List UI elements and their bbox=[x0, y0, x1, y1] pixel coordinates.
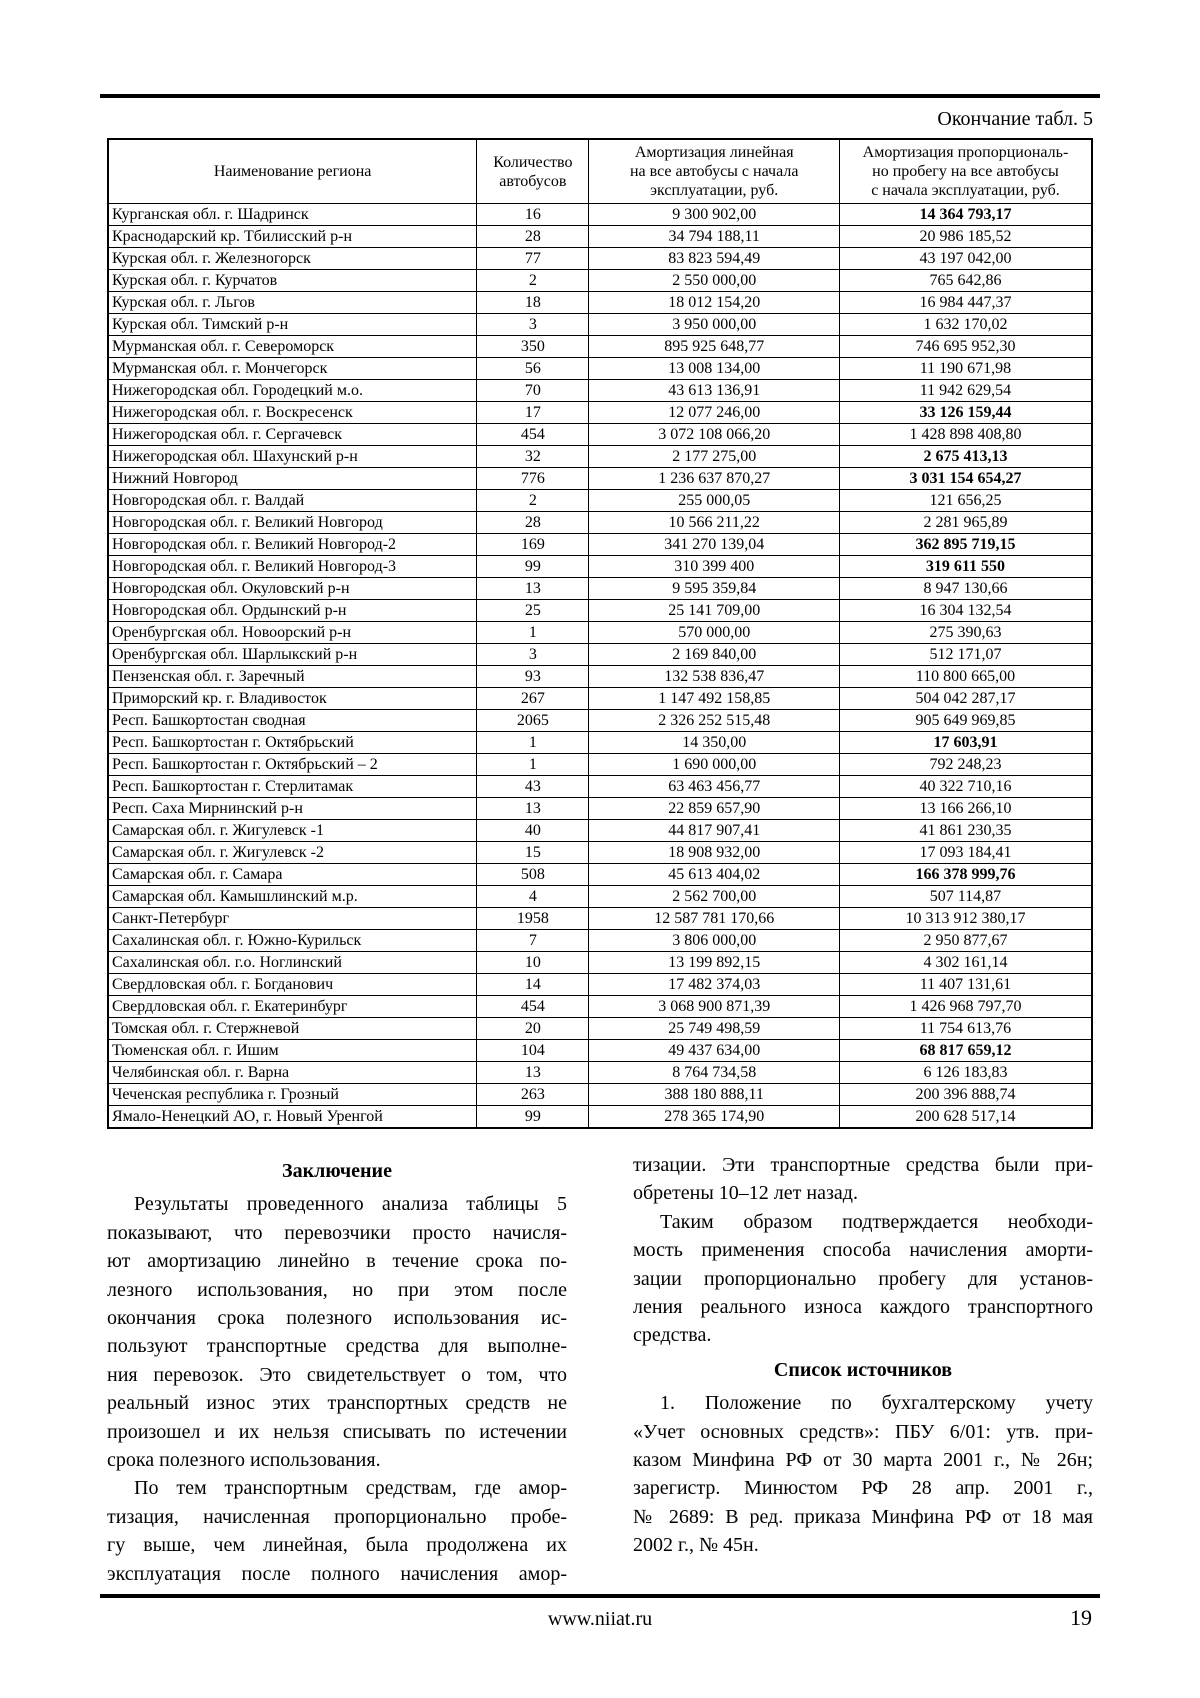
table-cell: 1 147 492 158,85 bbox=[589, 688, 840, 710]
table-row bbox=[108, 534, 1092, 556]
top-rule bbox=[100, 94, 1100, 98]
table-cell: Самарская обл. г. Жигулевск -2 bbox=[108, 842, 477, 864]
table-cell: 746 695 952,30 bbox=[839, 336, 1092, 358]
table-header-cell: Амортизация линейная на все автобусы с начала эксплуатации, руб. bbox=[589, 139, 840, 204]
table-cell: 93 bbox=[477, 666, 589, 688]
table-cell: Новгородская обл. Ордынский р-н bbox=[108, 600, 477, 622]
table-cell: 16 bbox=[477, 204, 589, 226]
text-line: тизации. Эти транспортные средства были при- bbox=[633, 1154, 1093, 1176]
text-line: пользуют транспортные средства для выполне- bbox=[107, 1335, 567, 1358]
table-cell: 14 350,00 bbox=[589, 732, 840, 754]
table-row bbox=[108, 886, 1092, 908]
table-cell: 28 bbox=[477, 512, 589, 534]
conclusion-text-left bbox=[107, 1190, 567, 1588]
table-cell: Томская обл. г. Стержневой bbox=[108, 1018, 477, 1040]
table-cell: Самарская обл. г. Жигулевск -1 bbox=[108, 820, 477, 842]
table-row bbox=[108, 622, 1092, 644]
table-cell: 1 236 637 870,27 bbox=[589, 468, 840, 490]
table-cell: 4 302 161,14 bbox=[839, 952, 1092, 974]
table-cell: Курская обл. Тимский р-н bbox=[108, 314, 477, 336]
table-row bbox=[108, 314, 1092, 336]
table-cell: Самарская обл. г. Самара bbox=[108, 864, 477, 886]
table-cell: 22 859 657,90 bbox=[589, 798, 840, 820]
table-cell: Нижегородская обл. Городецкий м.о. bbox=[108, 380, 477, 402]
table-cell: 3 806 000,00 bbox=[589, 930, 840, 952]
table-cell: 895 925 648,77 bbox=[589, 336, 840, 358]
table-cell: 4 bbox=[477, 886, 589, 908]
table-cell: 110 800 665,00 bbox=[839, 666, 1092, 688]
table-row bbox=[108, 644, 1092, 666]
table-cell: Курская обл. г. Льгов bbox=[108, 292, 477, 314]
table-cell: 1 428 898 408,80 bbox=[839, 424, 1092, 446]
table-cell: 49 437 634,00 bbox=[589, 1040, 840, 1062]
table-cell: 9 595 359,84 bbox=[589, 578, 840, 600]
table-cell: 319 611 550 bbox=[839, 556, 1092, 578]
table-cell: 278 365 174,90 bbox=[589, 1106, 840, 1129]
table-cell: 10 bbox=[477, 952, 589, 974]
table-cell: 12 077 246,00 bbox=[589, 402, 840, 424]
table-cell: 18 012 154,20 bbox=[589, 292, 840, 314]
table-cell: Новгородская обл. Окуловский р-н bbox=[108, 578, 477, 600]
text-line: эксплуатация после полного начисления амор- bbox=[107, 1562, 567, 1585]
table-row bbox=[108, 204, 1092, 226]
table-cell: 13 bbox=[477, 1062, 589, 1084]
table-cell: 11 407 131,61 bbox=[839, 974, 1092, 996]
table-cell: Респ. Башкортостан г. Стерлитамак bbox=[108, 776, 477, 798]
table-cell: 570 000,00 bbox=[589, 622, 840, 644]
table-cell: 1958 bbox=[477, 908, 589, 930]
table-cell: Курганская обл. г. Шадринск bbox=[108, 204, 477, 226]
table-cell: Нижегородская обл. Шахунский р-н bbox=[108, 446, 477, 468]
text-line: ния перевозок. Это свидетельствует о том, что bbox=[107, 1363, 567, 1386]
table-cell: 508 bbox=[477, 864, 589, 886]
table-cell: 2 675 413,13 bbox=[839, 446, 1092, 468]
table-cell: Мурманская обл. г. Мончегорск bbox=[108, 358, 477, 380]
table-cell: Новгородская обл. г. Великий Новгород-3 bbox=[108, 556, 477, 578]
table-row bbox=[108, 512, 1092, 534]
table-cell: 99 bbox=[477, 1106, 589, 1129]
table-cell: Свердловская обл. г. Екатеринбург bbox=[108, 996, 477, 1018]
table-cell: 388 180 888,11 bbox=[589, 1084, 840, 1106]
table-cell: 25 141 709,00 bbox=[589, 600, 840, 622]
table-row bbox=[108, 1018, 1092, 1040]
conclusion-heading: Заключение bbox=[282, 1160, 392, 1182]
left-column bbox=[107, 1151, 567, 1588]
text-line: Таким образом подтверждается необходи- bbox=[660, 1210, 1093, 1233]
table-row bbox=[108, 490, 1092, 512]
table-cell: 1 426 968 797,70 bbox=[839, 996, 1092, 1018]
table-header-row bbox=[108, 139, 1092, 204]
text-line: «Учет основных средств»: ПБУ 6/01: утв. при- bbox=[633, 1420, 1093, 1443]
footer-url: www.niiat.ru bbox=[547, 1608, 653, 1630]
table-cell: 2 177 275,00 bbox=[589, 446, 840, 468]
table-row bbox=[108, 600, 1092, 622]
table-cell: 10 313 912 380,17 bbox=[839, 908, 1092, 930]
text-line: По тем транспортным средствам, где амор- bbox=[134, 1477, 567, 1500]
text-line: гу выше, чем линейная, была продолжена их bbox=[107, 1534, 567, 1557]
table-row bbox=[108, 820, 1092, 842]
table-row bbox=[108, 270, 1092, 292]
table-cell: 2 bbox=[477, 490, 589, 512]
text-line: тизация, начисленная пропорционально пробе- bbox=[107, 1505, 567, 1528]
table-cell: 11 942 629,54 bbox=[839, 380, 1092, 402]
sources-heading: Список источников bbox=[773, 1358, 953, 1381]
table-cell: Респ. Башкортостан г. Октябрьский – 2 bbox=[108, 754, 477, 776]
table-cell: 8 947 130,66 bbox=[839, 578, 1092, 600]
table-cell: Оренбургская обл. Новоорский р-н bbox=[108, 622, 477, 644]
text-columns bbox=[107, 1151, 1093, 1588]
table-cell: 263 bbox=[477, 1084, 589, 1106]
table-cell: Сахалинская обл. г. Южно-Курильск bbox=[108, 930, 477, 952]
table-row bbox=[108, 1084, 1092, 1106]
table-cell: 1 bbox=[477, 622, 589, 644]
table-cell: 1 632 170,02 bbox=[839, 314, 1092, 336]
table-cell: 11 754 613,76 bbox=[839, 1018, 1092, 1040]
table-cell: 70 bbox=[477, 380, 589, 402]
table-cell: 25 bbox=[477, 600, 589, 622]
table-row bbox=[108, 710, 1092, 732]
table-cell: 1 bbox=[477, 732, 589, 754]
table-cell: Нижний Новгород bbox=[108, 468, 477, 490]
text-line: средства. bbox=[633, 1324, 712, 1347]
table-cell: 99 bbox=[477, 556, 589, 578]
table-cell: Санкт-Петербург bbox=[108, 908, 477, 930]
footer-row bbox=[100, 1606, 1100, 1634]
table-cell: 40 322 710,16 bbox=[839, 776, 1092, 798]
text-line: ления реального износа каждого транспортного bbox=[633, 1296, 1093, 1319]
table-cell: 63 463 456,77 bbox=[589, 776, 840, 798]
sources-text bbox=[633, 1389, 1093, 1559]
text-line: ют амортизацию линейно в течение срока по- bbox=[107, 1250, 567, 1273]
table-cell: 18 908 932,00 bbox=[589, 842, 840, 864]
table-cell: 169 bbox=[477, 534, 589, 556]
table-row bbox=[108, 798, 1092, 820]
text-line: 1. Положение по бухгалтерскому учету bbox=[660, 1392, 1093, 1415]
table-cell: 104 bbox=[477, 1040, 589, 1062]
table-cell: Курская обл. г. Железногорск bbox=[108, 248, 477, 270]
table-caption: Окончание табл. 5 bbox=[937, 108, 1093, 130]
table-cell: 3 bbox=[477, 314, 589, 336]
table-cell: 2065 bbox=[477, 710, 589, 732]
table-cell: 16 304 132,54 bbox=[839, 600, 1092, 622]
table-row bbox=[108, 754, 1092, 776]
text-line: № 2689: В ред. приказа Минфина РФ от 18 мая bbox=[633, 1505, 1093, 1528]
table-cell: 56 bbox=[477, 358, 589, 380]
table-row bbox=[108, 424, 1092, 446]
page-number: 19 bbox=[1070, 1605, 1092, 1630]
table-cell: 267 bbox=[477, 688, 589, 710]
table-cell: 6 126 183,83 bbox=[839, 1062, 1092, 1084]
page-content bbox=[100, 0, 1100, 1588]
table-cell: 362 895 719,15 bbox=[839, 534, 1092, 556]
table-cell: 255 000,05 bbox=[589, 490, 840, 512]
table-cell: 3 031 154 654,27 bbox=[839, 468, 1092, 490]
paragraph bbox=[107, 1190, 567, 1474]
table-body bbox=[108, 204, 1092, 1129]
conclusion-text-right bbox=[633, 1151, 1093, 1350]
table-row bbox=[108, 952, 1092, 974]
table-cell: 16 984 447,37 bbox=[839, 292, 1092, 314]
table-cell: 43 bbox=[477, 776, 589, 798]
table-cell: 765 642,86 bbox=[839, 270, 1092, 292]
table-row bbox=[108, 908, 1092, 930]
table-cell: Сахалинская обл. г.о. Ноглинский bbox=[108, 952, 477, 974]
table-cell: Самарская обл. Камышлинский м.р. bbox=[108, 886, 477, 908]
table-row bbox=[108, 468, 1092, 490]
table-row bbox=[108, 776, 1092, 798]
table-cell: 17 093 184,41 bbox=[839, 842, 1092, 864]
table-cell: Пензенская обл. г. Заречный bbox=[108, 666, 477, 688]
table-cell: 2 550 000,00 bbox=[589, 270, 840, 292]
page-footer bbox=[100, 1594, 1100, 1634]
table-cell: 2 281 965,89 bbox=[839, 512, 1092, 534]
table-cell: Тюменская обл. г. Ишим bbox=[108, 1040, 477, 1062]
text-line: обретены 10–12 лет назад. bbox=[633, 1182, 858, 1205]
text-line: Результаты проведенного анализа таблицы 5 bbox=[134, 1193, 567, 1216]
text-line: лезного использования, но при этом после bbox=[107, 1278, 567, 1301]
table-row bbox=[108, 666, 1092, 688]
table-row bbox=[108, 864, 1092, 886]
table-cell: 200 396 888,74 bbox=[839, 1084, 1092, 1106]
table-cell: 18 bbox=[477, 292, 589, 314]
text-line: срока полезного использования. bbox=[107, 1449, 381, 1472]
table-cell: 2 169 840,00 bbox=[589, 644, 840, 666]
table-cell: 25 749 498,59 bbox=[589, 1018, 840, 1040]
table-cell: 507 114,87 bbox=[839, 886, 1092, 908]
text-line: реальный износ этих транспортных средств не bbox=[107, 1392, 567, 1415]
table-cell: 2 326 252 515,48 bbox=[589, 710, 840, 732]
table-cell: 1 690 000,00 bbox=[589, 754, 840, 776]
table-cell: 2 bbox=[477, 270, 589, 292]
table-cell: 20 986 185,52 bbox=[839, 226, 1092, 248]
table-cell: 350 bbox=[477, 336, 589, 358]
table-cell: 3 bbox=[477, 644, 589, 666]
text-line: показывают, что перевозчики просто начисля- bbox=[107, 1221, 567, 1244]
table-row bbox=[108, 842, 1092, 864]
table-cell: 32 bbox=[477, 446, 589, 468]
table-cell: Челябинская обл. г. Варна bbox=[108, 1062, 477, 1084]
table-cell: 10 566 211,22 bbox=[589, 512, 840, 534]
table-cell: 200 628 517,14 bbox=[839, 1106, 1092, 1129]
table-cell: 20 bbox=[477, 1018, 589, 1040]
table-cell: Новгородская обл. г. Валдай bbox=[108, 490, 477, 512]
table-cell: Свердловская обл. г. Богданович bbox=[108, 974, 477, 996]
table-cell: 17 603,91 bbox=[839, 732, 1092, 754]
table-cell: Краснодарский кр. Тбилисский р-н bbox=[108, 226, 477, 248]
table-cell: 17 bbox=[477, 402, 589, 424]
table-row bbox=[108, 996, 1092, 1018]
table-cell: 13 bbox=[477, 578, 589, 600]
table-row bbox=[108, 402, 1092, 424]
table-cell: 17 482 374,03 bbox=[589, 974, 840, 996]
table-row bbox=[108, 226, 1092, 248]
table-row bbox=[108, 358, 1092, 380]
table-cell: 275 390,63 bbox=[839, 622, 1092, 644]
table-header-cell: Количество автобусов bbox=[477, 139, 589, 204]
table-cell: Нижегородская обл. г. Сергачевск bbox=[108, 424, 477, 446]
table-row bbox=[108, 446, 1092, 468]
table-row bbox=[108, 688, 1092, 710]
right-column bbox=[633, 1151, 1093, 1588]
table-cell: 13 166 266,10 bbox=[839, 798, 1092, 820]
table-cell: 121 656,25 bbox=[839, 490, 1092, 512]
text-line: произошел и их нельзя списывать по истечении bbox=[107, 1420, 567, 1443]
table-cell: 77 bbox=[477, 248, 589, 270]
table-cell: 792 248,23 bbox=[839, 754, 1092, 776]
table-cell: 776 bbox=[477, 468, 589, 490]
table-cell: Новгородская обл. г. Великий Новгород bbox=[108, 512, 477, 534]
table-cell: 40 bbox=[477, 820, 589, 842]
table-cell: 166 378 999,76 bbox=[839, 864, 1092, 886]
table-cell: 14 364 793,17 bbox=[839, 204, 1092, 226]
table-row bbox=[108, 380, 1092, 402]
table-cell: 454 bbox=[477, 424, 589, 446]
table-cell: 11 190 671,98 bbox=[839, 358, 1092, 380]
table-cell: 2 950 877,67 bbox=[839, 930, 1092, 952]
text-line: зарегистр. Минюстом РФ 28 апр. 2001 г., bbox=[633, 1477, 1093, 1500]
table-cell: Новгородская обл. г. Великий Новгород-2 bbox=[108, 534, 477, 556]
table-cell: 3 072 108 066,20 bbox=[589, 424, 840, 446]
table-cell: 28 bbox=[477, 226, 589, 248]
table-cell: 1 bbox=[477, 754, 589, 776]
table-header-cell: Наименование региона bbox=[108, 139, 477, 204]
table-cell: 41 861 230,35 bbox=[839, 820, 1092, 842]
text-line: мость применения способа начисления аморти- bbox=[633, 1239, 1093, 1262]
table-cell: 12 587 781 170,66 bbox=[589, 908, 840, 930]
table-cell: 14 bbox=[477, 974, 589, 996]
table-row bbox=[108, 1062, 1092, 1084]
text-line: зации пропорционально пробегу для установ- bbox=[633, 1267, 1093, 1290]
table-cell: Респ. Башкортостан сводная bbox=[108, 710, 477, 732]
table-cell: 44 817 907,41 bbox=[589, 820, 840, 842]
table-cell: 7 bbox=[477, 930, 589, 952]
table-cell: Респ. Башкортостан г. Октябрьский bbox=[108, 732, 477, 754]
table-cell: 454 bbox=[477, 996, 589, 1018]
paragraph bbox=[633, 1208, 1093, 1350]
table-cell: 34 794 188,11 bbox=[589, 226, 840, 248]
text-line: 2002 г., № 45н. bbox=[633, 1534, 759, 1557]
table-cell: 83 823 594,49 bbox=[589, 248, 840, 270]
table-row bbox=[108, 556, 1092, 578]
table-cell: 132 538 836,47 bbox=[589, 666, 840, 688]
paragraph bbox=[633, 1389, 1093, 1559]
table-cell: Приморский кр. г. Владивосток bbox=[108, 688, 477, 710]
table-row bbox=[108, 248, 1092, 270]
table-row bbox=[108, 974, 1092, 996]
table-cell: 45 613 404,02 bbox=[589, 864, 840, 886]
table-header-cell: Амортизация пропорциональ- но пробегу на все автобусы с начала эксплуатации, руб. bbox=[839, 139, 1092, 204]
table-cell: Курская обл. г. Курчатов bbox=[108, 270, 477, 292]
paragraph bbox=[107, 1474, 567, 1588]
table-row bbox=[108, 578, 1092, 600]
table-cell: 504 042 287,17 bbox=[839, 688, 1092, 710]
table-row bbox=[108, 930, 1092, 952]
table-cell: 8 764 734,58 bbox=[589, 1062, 840, 1084]
text-line: окончания срока полезного использования ис- bbox=[107, 1307, 567, 1330]
table-cell: 3 068 900 871,39 bbox=[589, 996, 840, 1018]
table-cell: Ямало-Ненецкий АО, г. Новый Уренгой bbox=[108, 1106, 477, 1129]
table-row bbox=[108, 336, 1092, 358]
table-cell: Респ. Саха Мирнинский р-н bbox=[108, 798, 477, 820]
footer-rule bbox=[100, 1594, 1100, 1598]
table-cell: 512 171,07 bbox=[839, 644, 1092, 666]
table-cell: 13 199 892,15 bbox=[589, 952, 840, 974]
table-cell: 15 bbox=[477, 842, 589, 864]
table-row bbox=[108, 1040, 1092, 1062]
paragraph bbox=[633, 1151, 1093, 1208]
table-cell: 13 008 134,00 bbox=[589, 358, 840, 380]
table-cell: 341 270 139,04 bbox=[589, 534, 840, 556]
table-cell: 43 197 042,00 bbox=[839, 248, 1092, 270]
table-row bbox=[108, 292, 1092, 314]
table-cell: 2 562 700,00 bbox=[589, 886, 840, 908]
table-cell: Нижегородская обл. г. Воскресенск bbox=[108, 402, 477, 424]
table-cell: 9 300 902,00 bbox=[589, 204, 840, 226]
table-row bbox=[108, 1106, 1092, 1129]
table-cell: 310 399 400 bbox=[589, 556, 840, 578]
table-cell: 905 649 969,85 bbox=[839, 710, 1092, 732]
table-cell: 68 817 659,12 bbox=[839, 1040, 1092, 1062]
text-line: казом Минфина РФ от 30 марта 2001 г., № 26н; bbox=[633, 1449, 1093, 1472]
depreciation-table bbox=[107, 138, 1093, 1129]
table-cell: 33 126 159,44 bbox=[839, 402, 1092, 424]
table-cell: 43 613 136,91 bbox=[589, 380, 840, 402]
table-cell: Оренбургская обл. Шарлыкский р-н bbox=[108, 644, 477, 666]
table-row bbox=[108, 732, 1092, 754]
table-cell: 13 bbox=[477, 798, 589, 820]
table-cell: Чеченская республика г. Грозный bbox=[108, 1084, 477, 1106]
table-cell: Мурманская обл. г. Североморск bbox=[108, 336, 477, 358]
table-cell: 3 950 000,00 bbox=[589, 314, 840, 336]
